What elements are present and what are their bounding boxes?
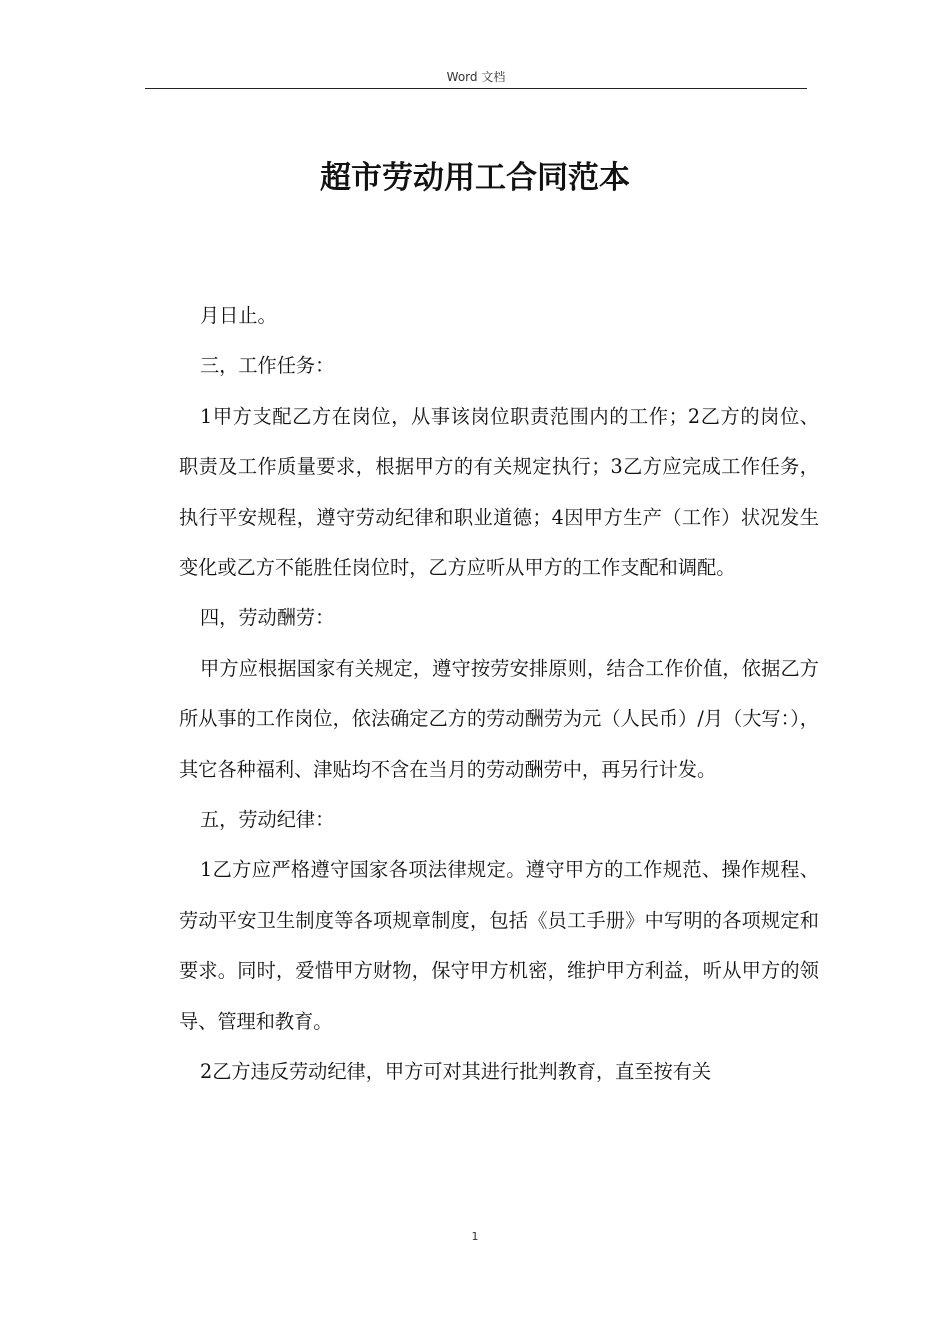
section-heading: 四，劳动酬劳：	[200, 606, 335, 630]
paragraph: 1甲方支配乙方在岗位，从事该岗位职责范围内的工作；2乙方的岗位、职责及工作质量要求，根据甲方的有关规定执行；3乙方应完成工作任务，执行平安规程，遵守劳动纪律和职业道德；4因甲方生产（工作）状况发生变化或乙方不能胜任岗位时，乙方应听从甲方的工作支配和调配。	[179, 404, 819, 580]
paragraph: 月日止。	[200, 304, 277, 327]
section-heading: 五，劳动纪律：	[200, 808, 335, 832]
page-number: 1	[471, 1230, 479, 1243]
paragraph: 1乙方应严格遵守国家各项法律规定。遵守甲方的工作规范、操作规程、劳动平安卫生制度等各项规章制度，包括《员工手册》中写明的各项规定和要求。同时，爱惜甲方财物，保守甲方机密，维护甲方利益，听从甲方的领导、管理和教育。	[179, 858, 819, 1033]
page-header	[145, 66, 807, 89]
paragraph: 甲方应根据国家有关规定，遵守按劳安排原则，结合工作价值，依据乙方所从事的工作岗位，依法确定乙方的劳动酬劳为元（人民币）/月（大写：），其它各种福利、津贴均不含在当月的劳动酬劳中，再另行计发。	[179, 656, 819, 781]
document-body	[179, 291, 819, 1098]
header-text: Word 文档	[446, 70, 506, 84]
document-title: 超市劳动用工合同范本	[320, 160, 630, 196]
paragraph: 2乙方违反劳动纪律，甲方可对其进行批判教育，直至按有关	[200, 1060, 712, 1084]
section-heading: 三，工作任务：	[200, 354, 335, 378]
